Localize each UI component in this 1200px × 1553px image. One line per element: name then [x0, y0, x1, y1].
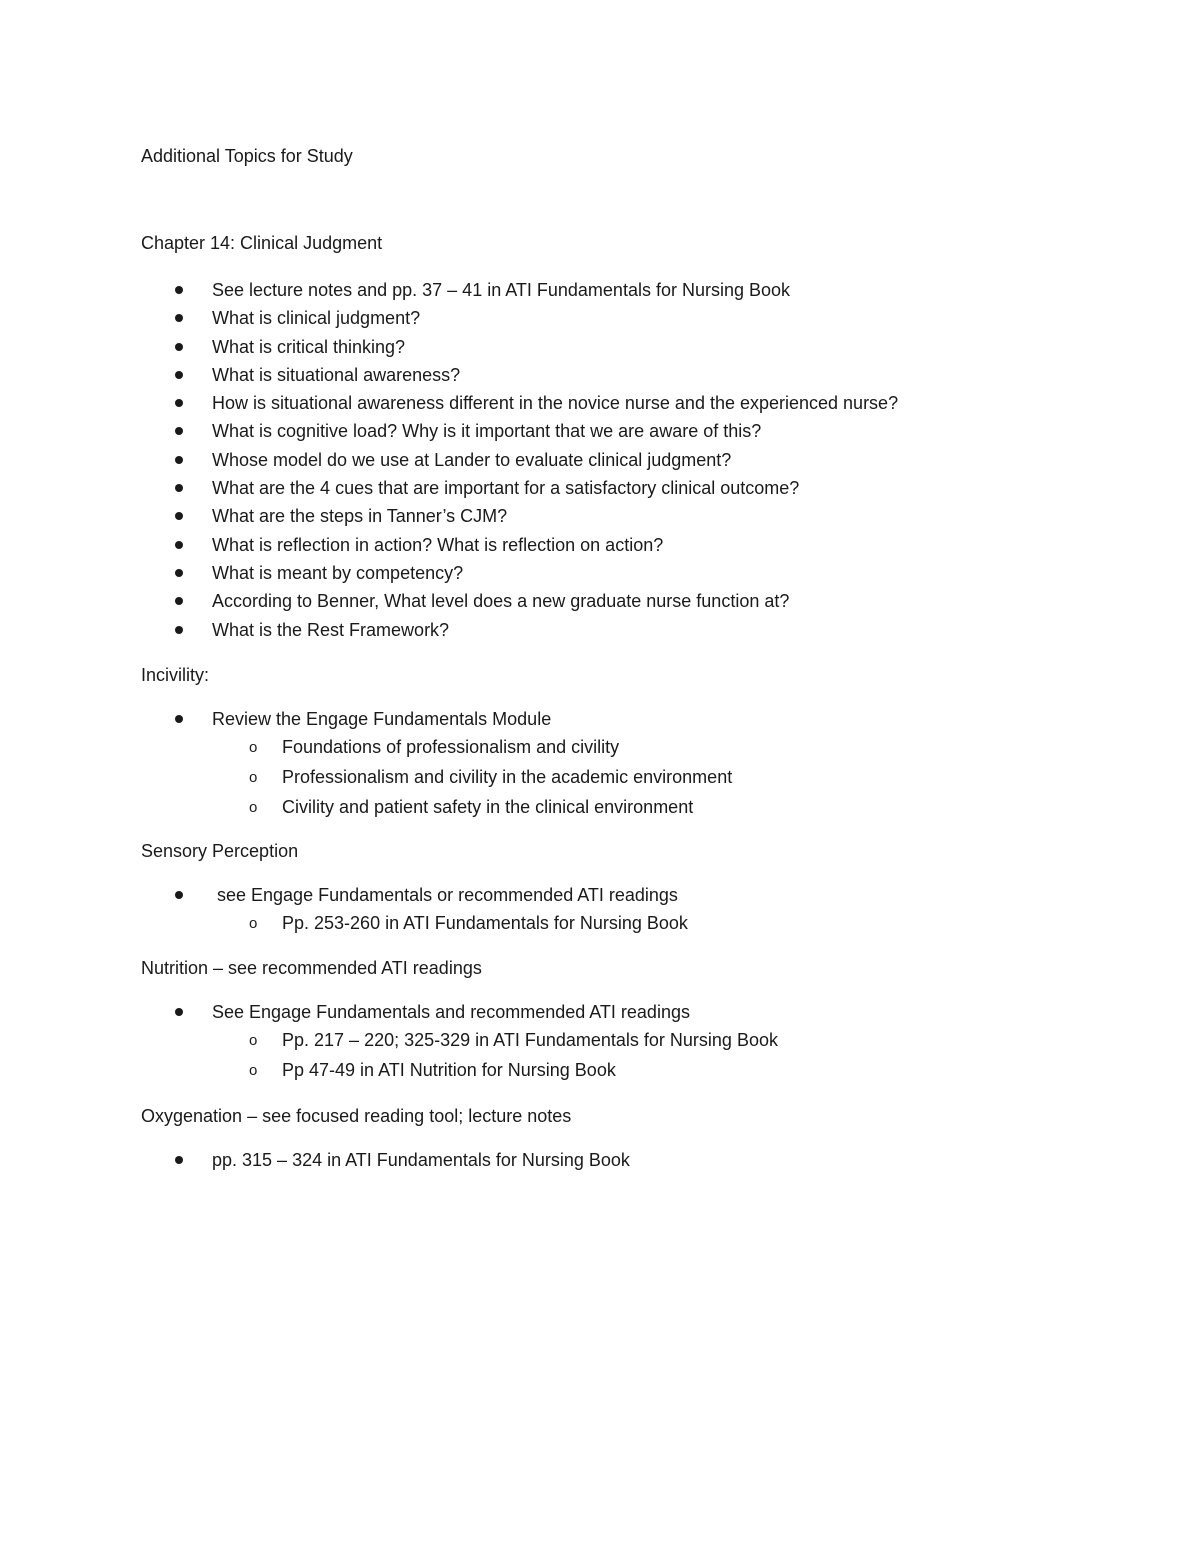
list-item-text: According to Benner, What level does a new graduate nurse function at?: [212, 591, 790, 612]
section-heading: Incivility:: [141, 665, 210, 685]
list-item-text: What are the steps in Tanner’s CJM?: [212, 506, 508, 527]
bullet-icon: [175, 541, 183, 549]
list-item: [141, 446, 1141, 474]
list-item-text: pp. 315 – 324 in ATI Fundamentals for Nursing Book: [212, 1150, 630, 1170]
list-item: [141, 531, 1141, 559]
list-item: [141, 616, 1141, 644]
circle-bullet-icon: o: [249, 1062, 258, 1079]
list-item-text: See Engage Fundamentals and recommended ATI readings: [212, 1002, 690, 1022]
bullet-icon: [175, 1156, 183, 1164]
bullet-icon: [175, 512, 183, 520]
bullet-icon: [175, 715, 183, 723]
circle-bullet-icon: o: [249, 798, 258, 816]
bullet-icon: [175, 569, 183, 577]
list-item-text: What is the Rest Framework?: [212, 619, 450, 640]
sub-list-item: [141, 793, 1141, 823]
list-item: [141, 304, 1141, 332]
sub-list-item-text: Professionalism and civility in the academic environment: [282, 767, 733, 787]
sub-list-item: [141, 1026, 1141, 1056]
list-item-text: What is cognitive load? Why is it important that we are aware of this?: [212, 421, 762, 442]
section-heading: Chapter 14: Clinical Judgment: [141, 233, 383, 253]
list-item: [141, 276, 1141, 304]
section-heading: Nutrition – see recommended ATI readings: [141, 958, 482, 978]
list-item-text: What is meant by competency?: [212, 562, 464, 583]
bullet-icon: [175, 371, 183, 379]
list-item-text: How is situational awareness different in the novice nurse and the experienced nurse?: [212, 393, 899, 414]
section-incivility: [141, 663, 1141, 822]
sub-list: [212, 909, 1141, 939]
list-item: [141, 502, 1141, 530]
list-item: [141, 333, 1141, 361]
list-item: [141, 559, 1141, 587]
list-item: [141, 587, 1141, 615]
list-item-text: What are the 4 cues that are important for a satisfactory clinical outcome?: [212, 478, 800, 499]
section-nutrition: [141, 956, 1141, 1086]
list-item-text: See lecture notes and pp. 37 – 41 in ATI Fundamentals for Nursing Book: [212, 280, 791, 300]
list-item: [141, 389, 1141, 417]
sub-list-item-text: Pp 47-49 in ATI Nutrition for Nursing Book: [282, 1060, 616, 1080]
sub-list-item: [141, 909, 1141, 939]
bullet-list: [141, 276, 1141, 644]
sub-list-item: [141, 1056, 1141, 1086]
bullet-icon: [175, 484, 183, 492]
section-heading: Sensory Perception: [141, 841, 299, 861]
sub-list-item-text: Foundations of professionalism and civility: [282, 737, 620, 758]
list-item: [141, 705, 1141, 822]
bullet-icon: [175, 1008, 183, 1016]
section-clinical-judgment: [141, 231, 1141, 644]
circle-bullet-icon: o: [249, 769, 258, 786]
list-item-text: What is situational awareness?: [212, 364, 461, 385]
circle-bullet-icon: o: [249, 1032, 258, 1050]
bullet-list: [141, 705, 1141, 822]
sub-list-item-text: Pp. 217 – 220; 325-329 in ATI Fundamentals for Nursing Book: [282, 1030, 778, 1051]
bullet-icon: [175, 343, 183, 351]
section-oxygenation: [141, 1104, 1141, 1174]
list-item-text: Review the Engage Fundamentals Module: [212, 709, 552, 729]
list-item: [141, 474, 1141, 502]
bullet-icon: [175, 456, 183, 464]
bullet-icon: [175, 314, 183, 322]
bullet-list: [141, 881, 1141, 939]
list-item: [141, 417, 1141, 445]
document-title: Additional Topics for Study: [141, 146, 353, 166]
bullet-icon: [175, 891, 183, 899]
bullet-icon: [175, 399, 183, 407]
section-sensory-perception: [141, 839, 1141, 939]
sub-list: [212, 733, 1141, 822]
list-item-text: see Engage Fundamentals or recommended ATI readings: [212, 885, 678, 905]
sub-list: [212, 1026, 1141, 1085]
bullet-icon: [175, 597, 183, 605]
circle-bullet-icon: o: [249, 739, 258, 757]
list-item: [141, 361, 1141, 389]
list-item-text: What is critical thinking?: [212, 336, 406, 357]
list-item-text: What is clinical judgment?: [212, 308, 421, 329]
circle-bullet-icon: o: [249, 915, 258, 933]
list-item-text: What is reflection in action? What is reflection on action?: [212, 534, 664, 555]
bullet-list: [141, 1146, 1141, 1174]
list-item-text: Whose model do we use at Lander to evaluate clinical judgment?: [212, 449, 732, 470]
bullet-icon: [175, 626, 183, 634]
sub-list-item-text: Pp. 253-260 in ATI Fundamentals for Nursing Book: [282, 913, 688, 934]
sub-list-item: [141, 763, 1141, 793]
list-item: [141, 881, 1141, 939]
list-item: [141, 1146, 1141, 1174]
bullet-icon: [175, 286, 183, 294]
sub-list-item: [141, 733, 1141, 763]
bullet-icon: [175, 427, 183, 435]
sub-list-item-text: Civility and patient safety in the clinical environment: [282, 796, 694, 817]
section-heading: Oxygenation – see focused reading tool; lecture notes: [141, 1106, 572, 1126]
list-item: [141, 998, 1141, 1086]
bullet-list: [141, 998, 1141, 1086]
